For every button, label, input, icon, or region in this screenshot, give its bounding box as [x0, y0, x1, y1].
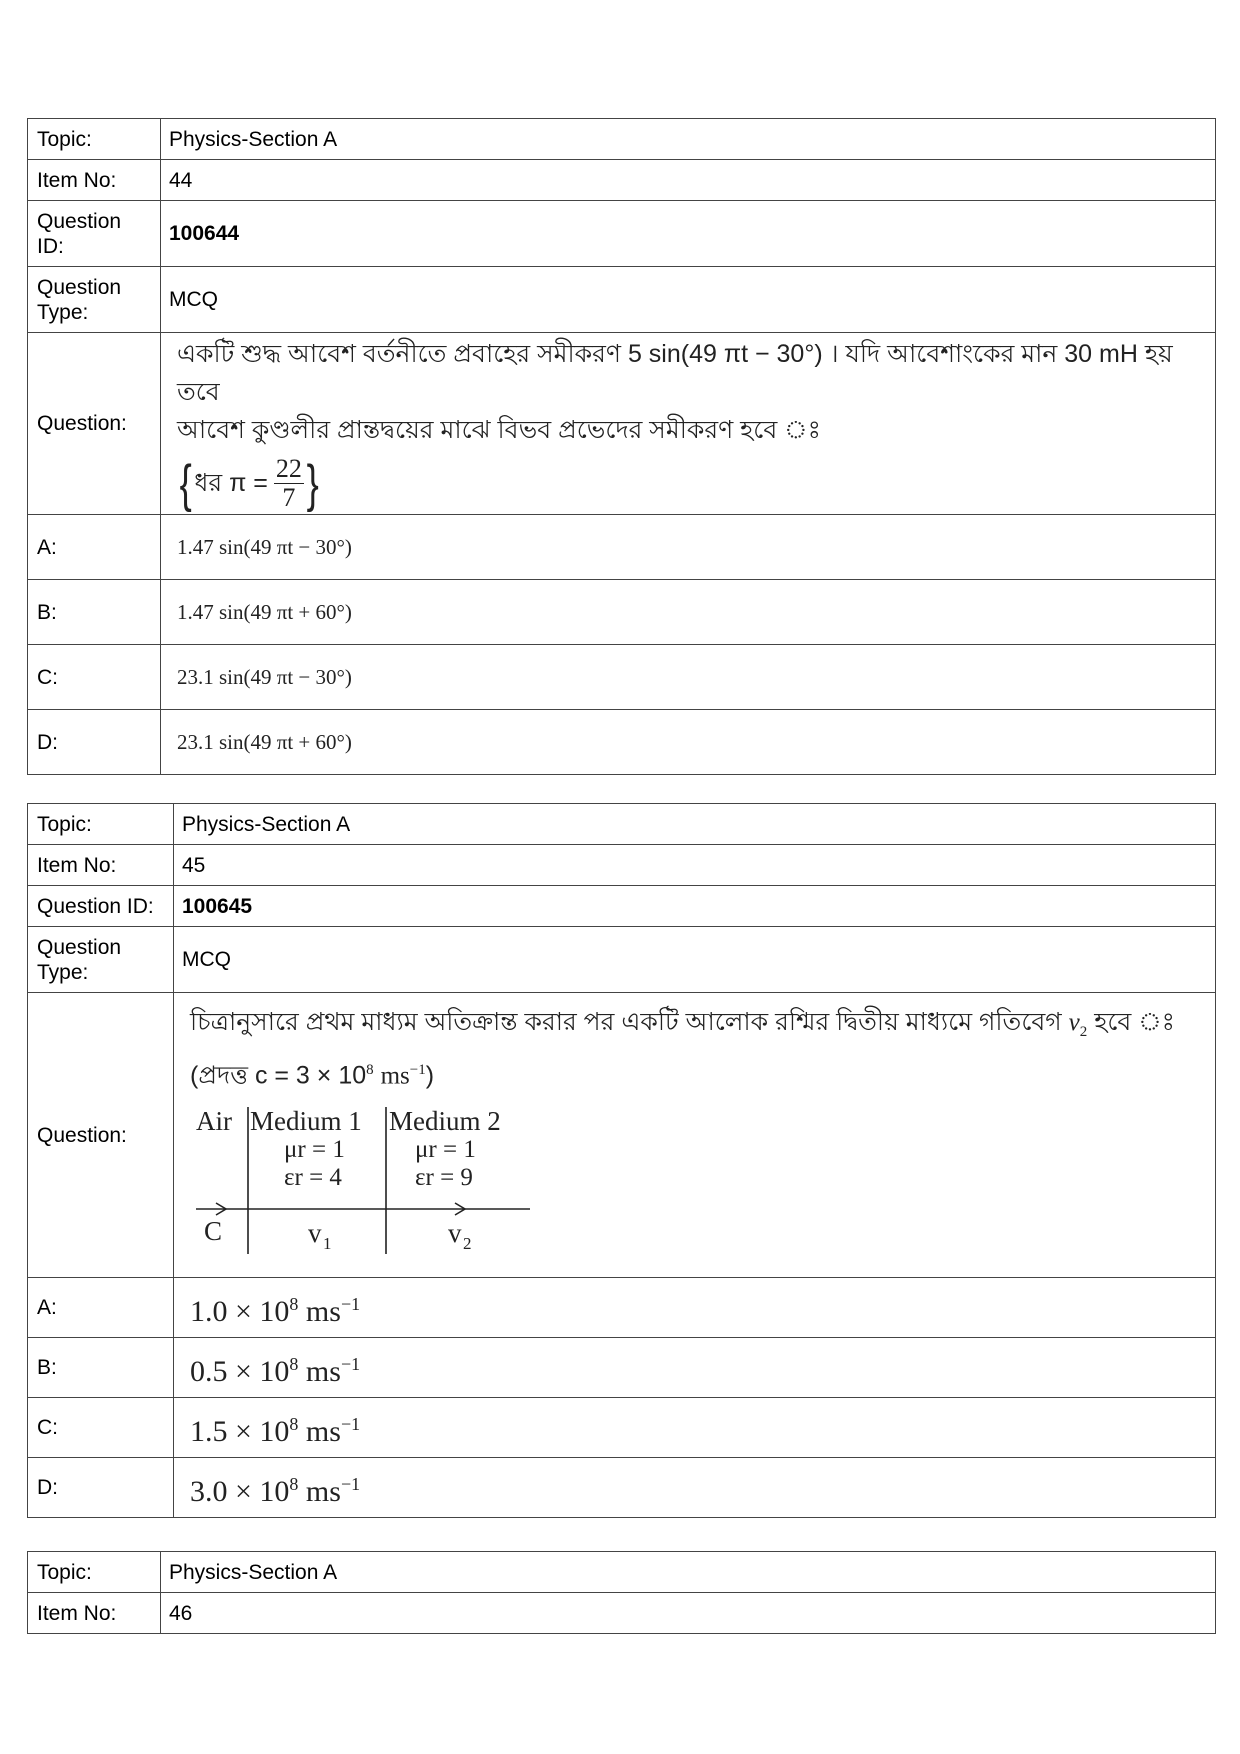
- question-id-label-line1: Question: [37, 209, 122, 233]
- option-c-value: [174, 1398, 1216, 1458]
- option-c-row: [28, 645, 1216, 710]
- pi-hint-prefix: ধর π =: [194, 469, 268, 497]
- v2-label: v: [448, 1218, 462, 1249]
- option-d-exponent: 8: [289, 1473, 299, 1494]
- pi-fraction-denominator: 7: [282, 483, 296, 512]
- option-a-row: [28, 515, 1216, 580]
- medium1-mu: μr = 1: [284, 1136, 345, 1164]
- brace-close: }: [306, 454, 319, 513]
- option-b-label: B:: [28, 1338, 174, 1398]
- question-type-row: [28, 927, 1216, 993]
- medium1-label: Medium 1: [250, 1106, 362, 1137]
- question-46-table: [27, 1551, 1216, 1634]
- question-id-label: Question ID:: [28, 886, 174, 927]
- option-b-unit: ms: [305, 1354, 341, 1388]
- item-no-value: 45: [174, 845, 1216, 886]
- option-b-value: 1.47 sin(49 πt + 60°): [161, 580, 1216, 645]
- topic-value: Physics-Section A: [174, 804, 1216, 845]
- option-b-value: [174, 1338, 1216, 1398]
- question-type-label: [28, 927, 174, 993]
- option-c-value: 23.1 sin(49 πt − 30°): [161, 645, 1216, 710]
- item-no-row: [28, 845, 1216, 886]
- topic-value: Physics-Section A: [161, 1552, 1216, 1593]
- pi-fraction-numerator: 22: [275, 454, 302, 483]
- v1-label: v: [308, 1218, 322, 1249]
- item-no-label: Item No:: [28, 845, 174, 886]
- medium1-eps: εr = 4: [284, 1164, 342, 1192]
- option-d-value: 23.1 sin(49 πt + 60°): [161, 710, 1216, 775]
- question-id-row: [28, 886, 1216, 927]
- question-text-line2: [190, 1051, 1207, 1095]
- question-text-line1: একটি শুদ্ধ আবেশ বর্তনীতে প্রবাহের সমীকরণ 5 sin(49 πt − 30°) । যদি আবেশাংকের মান 30 mH হয় তবে: [177, 340, 1173, 406]
- topic-label: Topic:: [28, 119, 161, 160]
- v2-subscript: 2: [1079, 1024, 1088, 1040]
- medium2-label: Medium 2: [389, 1106, 501, 1137]
- option-a-label: A:: [28, 515, 161, 580]
- option-a-value: [174, 1278, 1216, 1338]
- v2-symbol: v: [1068, 1009, 1080, 1036]
- question-type-label-line2: Type:: [37, 300, 89, 324]
- given-unit: ms: [380, 1062, 410, 1090]
- question-text-line1-main: চিত্রানুসারে প্রথম মাধ্যম অতিক্রান্ত করার পর একটি আলোক রশ্মির দ্বিতীয় মাধ্যমে গতিবেগ: [190, 1008, 1062, 1036]
- topic-value: Physics-Section A: [161, 119, 1216, 160]
- topic-label: Topic:: [28, 1552, 161, 1593]
- option-d-value: [174, 1458, 1216, 1518]
- option-a-unit: ms: [305, 1294, 341, 1328]
- option-d-row: [28, 1458, 1216, 1518]
- option-c-label: C:: [28, 645, 161, 710]
- given-prefix: (প্রদত্ত c = 3 × 10: [190, 1061, 367, 1090]
- brace-open: {: [179, 454, 192, 513]
- question-row: [28, 993, 1216, 1278]
- option-d-label: D:: [28, 1458, 174, 1518]
- topic-row: [28, 119, 1216, 160]
- topic-row: [28, 804, 1216, 845]
- option-b-unit-exponent: −1: [340, 1353, 361, 1374]
- question-type-value: MCQ: [161, 267, 1216, 333]
- given-suffix: ): [425, 1061, 435, 1090]
- question-label: Question:: [28, 333, 161, 515]
- medium2-mu: μr = 1: [415, 1136, 476, 1164]
- option-b-row: [28, 580, 1216, 645]
- option-a-exponent: 8: [289, 1293, 299, 1314]
- option-a-label: A:: [28, 1278, 174, 1338]
- question-type-value: MCQ: [174, 927, 1216, 993]
- question-id-value: 100644: [161, 201, 1216, 267]
- option-b-label: B:: [28, 580, 161, 645]
- item-no-row: [28, 1593, 1216, 1634]
- item-no-value: 46: [161, 1593, 1216, 1634]
- question-45-table: [27, 803, 1216, 1518]
- option-c-unit: ms: [305, 1414, 341, 1448]
- question-text-line1-end: হবে ঃ: [1094, 1008, 1175, 1036]
- question-type-label-line2: Type:: [37, 960, 89, 984]
- question-id-row: [28, 201, 1216, 267]
- v1-subscript: 1: [323, 1234, 332, 1254]
- question-label: Question:: [28, 993, 174, 1278]
- c-label: C: [204, 1216, 223, 1247]
- question-44-table: [27, 118, 1216, 775]
- v2-subscript: 2: [463, 1234, 472, 1254]
- option-c-label: C:: [28, 1398, 174, 1458]
- topic-label: Topic:: [28, 804, 174, 845]
- air-label: Air: [196, 1106, 232, 1137]
- item-no-label: Item No:: [28, 160, 161, 201]
- pi-fraction: [274, 455, 304, 512]
- item-no-value: 44: [161, 160, 1216, 201]
- question-id-value: 100645: [174, 886, 1216, 927]
- question-type-label-line1: Question: [37, 935, 122, 959]
- option-c-exponent: 8: [289, 1413, 299, 1434]
- question-type-row: [28, 267, 1216, 333]
- pi-hint: [177, 455, 1207, 512]
- given-exponent: 8: [366, 1062, 374, 1078]
- medium2-eps: εr = 9: [415, 1164, 473, 1192]
- option-a-unit-exponent: −1: [340, 1293, 361, 1314]
- option-b-row: [28, 1338, 1216, 1398]
- question-type-label: [28, 267, 161, 333]
- topic-row: [28, 1552, 1216, 1593]
- option-c-row: [28, 1398, 1216, 1458]
- option-b-base: 0.5 × 10: [190, 1354, 290, 1388]
- question-body: [174, 993, 1216, 1278]
- question-body: [161, 333, 1216, 515]
- option-d-base: 3.0 × 10: [190, 1474, 290, 1508]
- option-a-value: 1.47 sin(49 πt − 30°): [161, 515, 1216, 580]
- option-c-unit-exponent: −1: [340, 1413, 361, 1434]
- question-id-label: [28, 201, 161, 267]
- option-d-label: D:: [28, 710, 161, 775]
- question-id-label-line2: ID:: [37, 234, 64, 258]
- item-no-label: Item No:: [28, 1593, 161, 1634]
- question-text-line1: [190, 1003, 1207, 1051]
- option-c-base: 1.5 × 10: [190, 1414, 290, 1448]
- item-no-row: [28, 160, 1216, 201]
- question-text-line2: আবেশ কুণ্ডলীর প্রান্তদ্বয়ের মাঝে বিভব প্রভেদের সমীকরণ হবে ঃ: [177, 416, 821, 444]
- option-d-unit: ms: [305, 1474, 341, 1508]
- option-a-base: 1.0 × 10: [190, 1294, 290, 1328]
- media-diagram: [190, 1099, 550, 1259]
- question-row: [28, 333, 1216, 515]
- option-d-row: [28, 710, 1216, 775]
- option-b-exponent: 8: [289, 1353, 299, 1374]
- option-a-row: [28, 1278, 1216, 1338]
- option-d-unit-exponent: −1: [340, 1473, 361, 1494]
- question-type-label-line1: Question: [37, 275, 122, 299]
- given-unit-exponent: −1: [409, 1062, 426, 1078]
